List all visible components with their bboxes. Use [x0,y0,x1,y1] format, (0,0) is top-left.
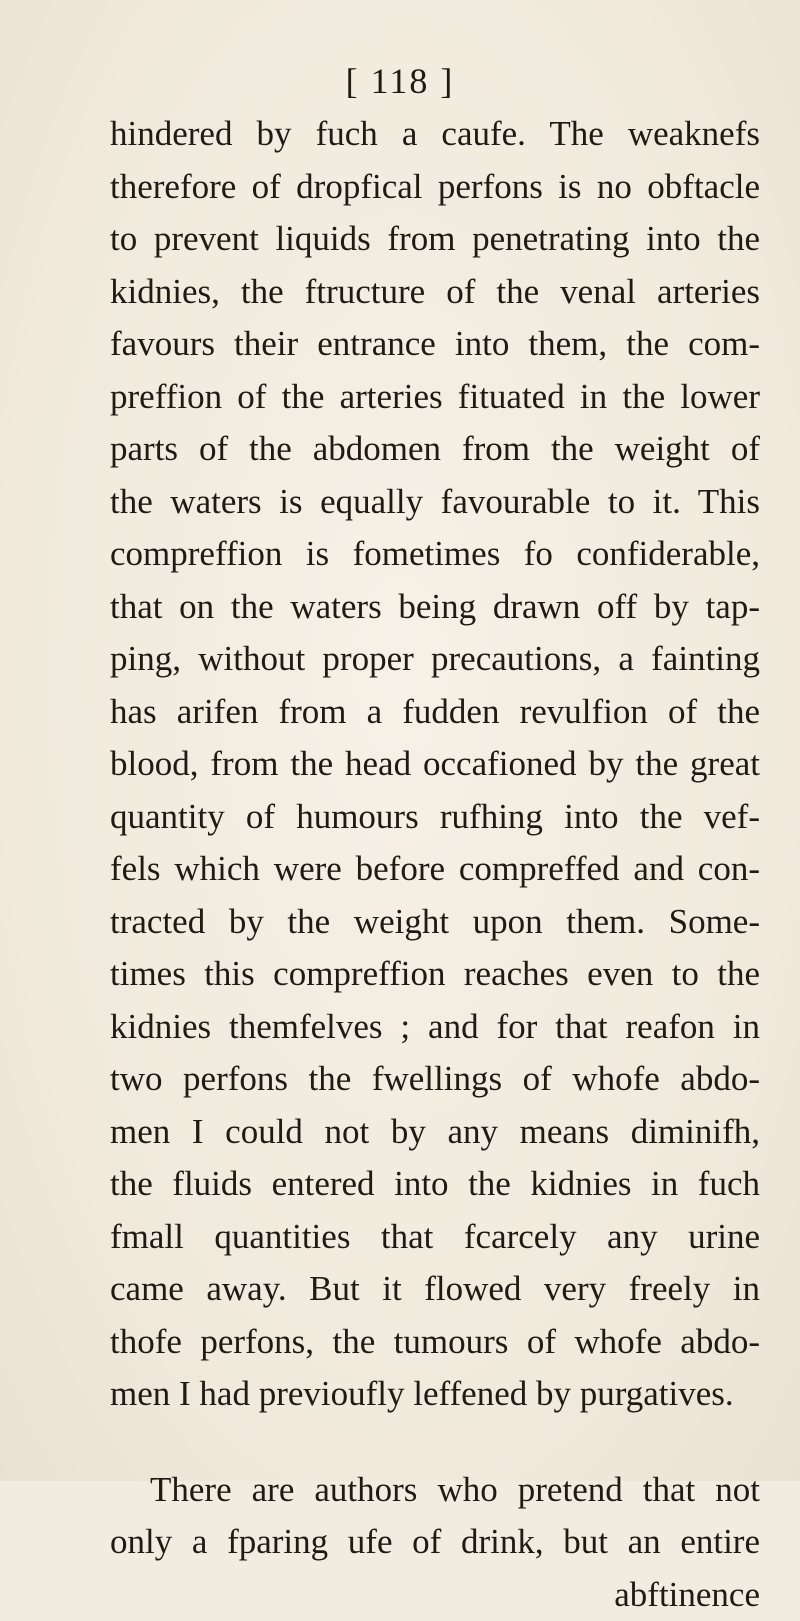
text-line: ping, without proper precautions, a fainting [110,633,760,686]
page-number: [ 118 ] [0,60,800,102]
paragraph-2 [110,1464,760,1621]
text-line: tracted by the weight upon them. Some- [110,896,760,949]
text-line: only a fparing ufe of drink, but an entire [110,1516,760,1569]
text-line: blood, from the head occafioned by the great [110,738,760,791]
text-line: kidnies themfelves ; and for that reafon in [110,1001,760,1054]
text-line: men I had previoufly leffened by purgatives. [110,1368,760,1421]
text-line: favours their entrance into them, the com- [110,318,760,371]
text-line: quantity of humours rufhing into the vef- [110,791,760,844]
text-line: parts of the abdomen from the weight of [110,423,760,476]
text-line: has arifen from a fudden revulfion of the [110,686,760,739]
text-line: hindered by fuch a caufe. The weaknefs [110,108,760,161]
text-line: to prevent liquids from penetrating into the [110,213,760,266]
text-line: There are authors who pretend that not [110,1464,760,1517]
text-line: times this compreffion reaches even to the [110,948,760,1001]
text-line: therefore of dropfical perfons is no obftacle [110,161,760,214]
text-line: two perfons the fwellings of whofe abdo- [110,1053,760,1106]
text-line: the fluids entered into the kidnies in fuch [110,1158,760,1211]
text-line: thofe perfons, the tumours of whofe abdo- [110,1316,760,1369]
text-line: compreffion is fometimes fo confiderable, [110,528,760,581]
text-line: that on the waters being drawn off by tap- [110,581,760,634]
paragraph-gap [110,1421,760,1464]
body-text [110,108,760,1621]
catchword: abftinence [110,1569,760,1621]
text-line: came away. But it flowed very freely in [110,1263,760,1316]
text-line: kidnies, the ftructure of the venal arteries [110,266,760,319]
text-line: preffion of the arteries fituated in the lower [110,371,760,424]
text-line: men I could not by any means diminifh, [110,1106,760,1159]
text-line: the waters is equally favourable to it. This [110,476,760,529]
text-line: fmall quantities that fcarcely any urine [110,1211,760,1264]
text-line: fels which were before compreffed and con- [110,843,760,896]
paragraph-1 [110,108,760,1421]
